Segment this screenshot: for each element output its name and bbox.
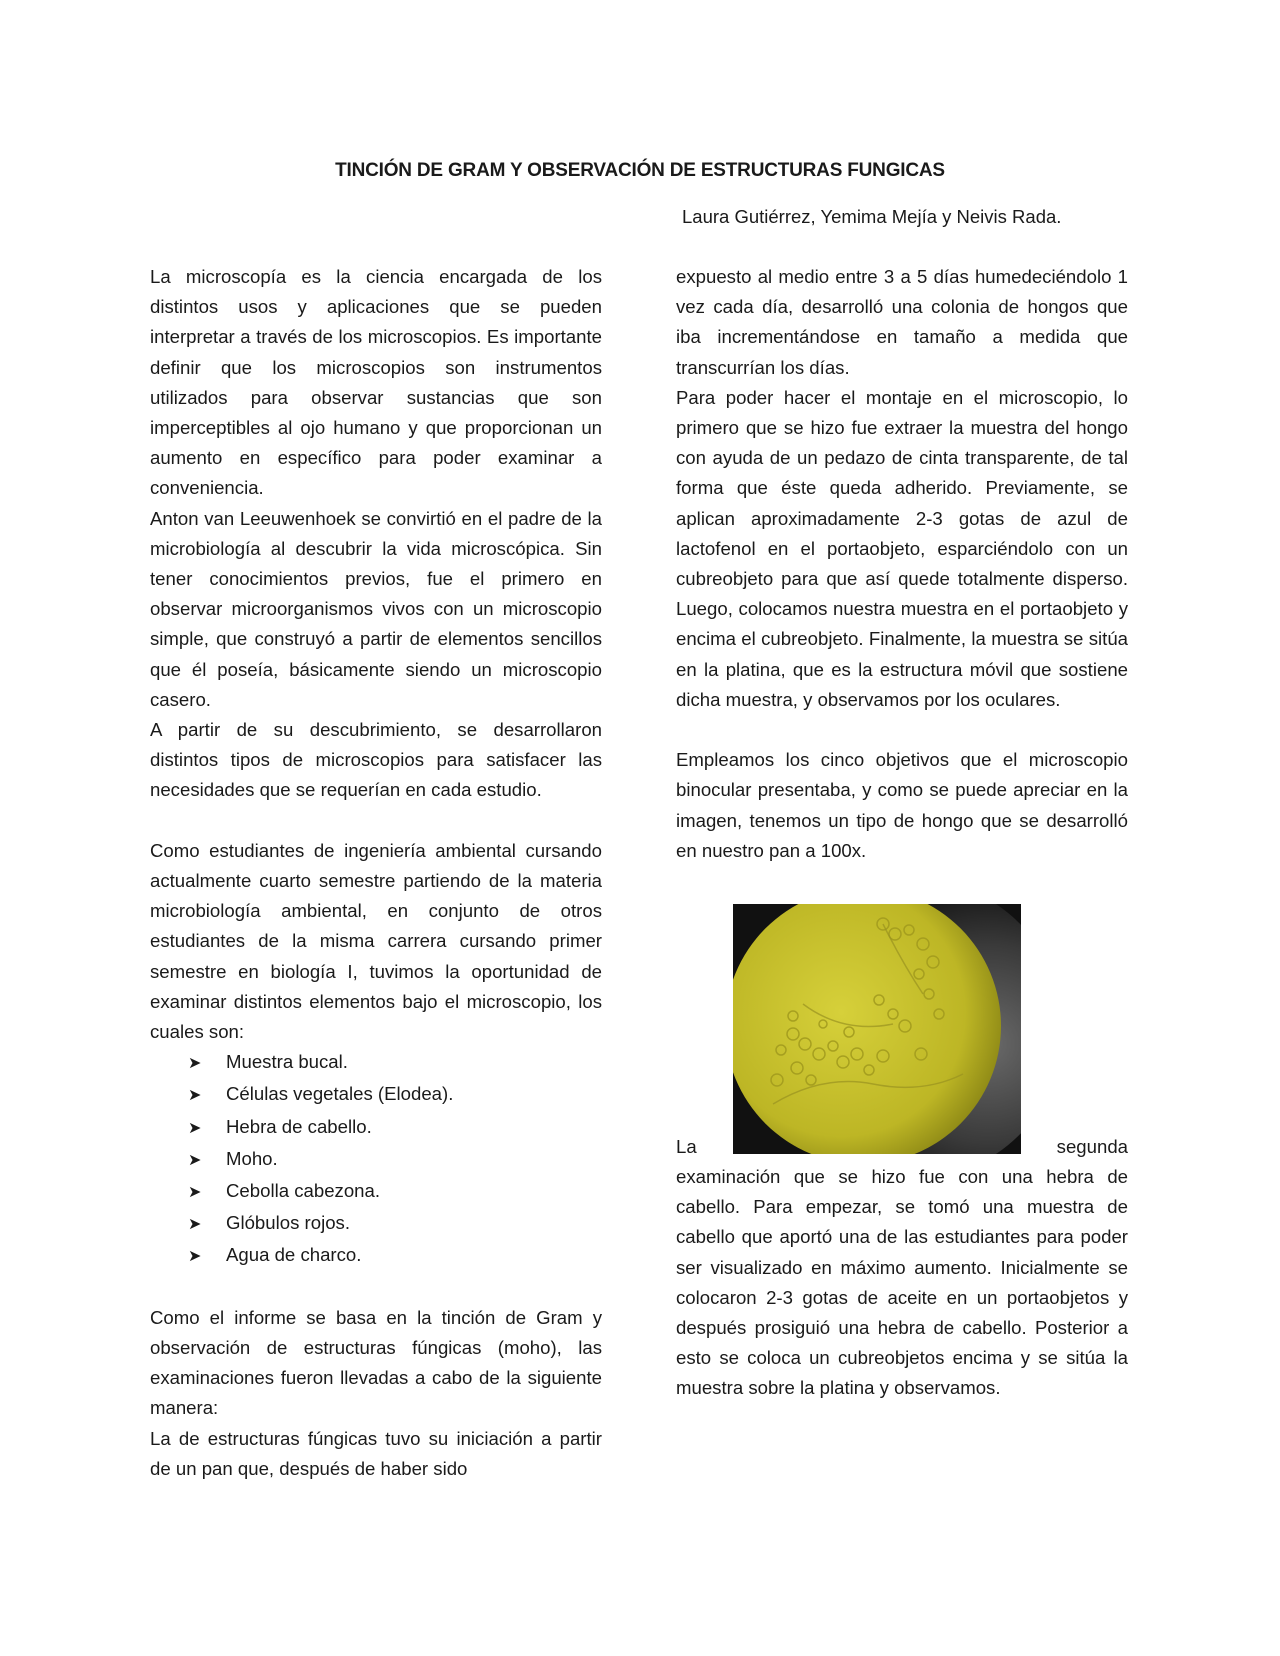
arrow-bullet-icon: ➤ bbox=[188, 1216, 202, 1234]
paragraph-hair-exam: examinación que se hizo fue con una hebra de cabello. Para empezar, se tomó una muestra de cabello que aportó una de las estudiantes para poder ser visualizado en máximo aumento. Inicialmente se colocaron 2-3 gotas de aceite en un portaobjetos y después prosiguió una hebra de cabello. Posterior a esto se coloca un cubreobjetos encima y se sitúa la muestra sobre la platina y observamos. bbox=[676, 1166, 1128, 1399]
image-line-left-word: La bbox=[676, 1135, 697, 1157]
arrow-bullet-icon: ➤ bbox=[188, 1151, 202, 1169]
list-item: ➤ Agua de charco. bbox=[188, 1240, 602, 1272]
paragraph-exposure: expuesto al medio entre 3 a 5 días humedeciéndolo 1 vez cada día, desarrolló una colonia de hongos que iba incrementándose en tamaño a medida que transcurrían los días. bbox=[676, 266, 1128, 378]
arrow-bullet-icon: ➤ bbox=[188, 1119, 202, 1137]
paragraph-microscope-types: A partir de su descubrimiento, se desarrollaron distintos tipos de microscopios para satisfacer las necesidades que se requerían en cada estudio. bbox=[150, 719, 602, 801]
list-item: ➤ Moho. bbox=[188, 1144, 602, 1176]
samples-list bbox=[150, 1047, 602, 1272]
paragraph-mounting: Para poder hacer el montaje en el microscopio, lo primero que se hizo fue extraer la muestra del hongo con ayuda de un pedazo de cinta transparente, de tal forma que éste queda adherido. Previamente, se aplican aproximadamente 2-3 gotas de azul de lactofenol en el portaobjeto, esparciéndolo con un cubreobjeto para que así quede totalmente disperso. Luego, colocamos nuestra muestra en el portaobjeto y encima el cubreobjeto. Finalmente, la muestra se sitúa en la platina, que es la estructura móvil que sostiene dicha muestra, y observamos por los oculares. bbox=[676, 386, 1128, 710]
arrow-bullet-icon: ➤ bbox=[188, 1087, 202, 1105]
paragraph-leeuwenhoek: Anton van Leeuwenhoek se convirtió en el padre de la microbiología al descubrir la vida microscópica. Sin tener conocimientos previos, fue el primero en observar microorganismos vivos con un microscopio simple, que construyó a partir de elementos sencillos que él poseía, básicamente siendo un microscopio casero. bbox=[150, 507, 602, 710]
paragraph-students: Como estudiantes de ingeniería ambiental cursando actualmente cuarto semestre partiendo de la materia microbiología ambiental, en conjunto de otros estudiantes de la misma carrera cursando primer semestre en biología I, tuvimos la oportunidad de examinar distintos elementos bajo el microscopio, los cuales son: bbox=[150, 839, 602, 1043]
arrow-bullet-icon: ➤ bbox=[188, 1184, 202, 1202]
arrow-bullet-icon: ➤ bbox=[188, 1055, 202, 1073]
paragraph-objectives: Empleamos los cinco objetivos que el microscopio binocular presentaba, y como se puede apreciar en la imagen, tenemos un tipo de hongo que se desarrolló en nuestro pan a 100x. bbox=[676, 749, 1128, 861]
paragraph-microscopy: La microscopía es la ciencia encargada de los distintos usos y aplicaciones que se pueden interpretar a través de los microscopios. Es importante definir que los microscopios son instrumentos utilizados para observar sustancias que son imperceptibles al ojo humano y que proporcionan un aumento en específico para poder examinar a conveniencia. bbox=[150, 266, 602, 499]
image-line-right-word: segunda bbox=[1056, 1135, 1128, 1157]
arrow-bullet-icon: ➤ bbox=[188, 1248, 202, 1266]
image-line bbox=[676, 896, 1128, 1162]
list-item: ➤ Células vegetales (Elodea). bbox=[188, 1079, 602, 1111]
list-item: ➤ Hebra de cabello. bbox=[188, 1112, 602, 1144]
right-column bbox=[676, 262, 1128, 1404]
microscope-fungus-image bbox=[733, 904, 1021, 1154]
paragraph-report-basis: Como el informe se basa en la tinción de Gram y observación de estructuras fúngicas (moho), las examinaciones fueron llevadas a cabo de la siguiente manera: bbox=[150, 1306, 602, 1419]
document-title: TINCIÓN DE GRAM Y OBSERVACIÓN DE ESTRUCTURAS FUNGICAS bbox=[335, 160, 945, 181]
list-item: ➤ Cebolla cabezona. bbox=[188, 1176, 602, 1208]
list-item: ➤ Muestra bucal. bbox=[188, 1047, 602, 1079]
list-item: ➤ Glóbulos rojos. bbox=[188, 1208, 602, 1240]
left-column bbox=[150, 262, 602, 1484]
authors-line: Laura Gutiérrez, Yemima Mejía y Neivis Rada. bbox=[682, 206, 1062, 227]
paragraph-fungal-start: La de estructuras fúngicas tuvo su iniciación a partir de un pan que, después de haber sido bbox=[150, 1427, 602, 1479]
